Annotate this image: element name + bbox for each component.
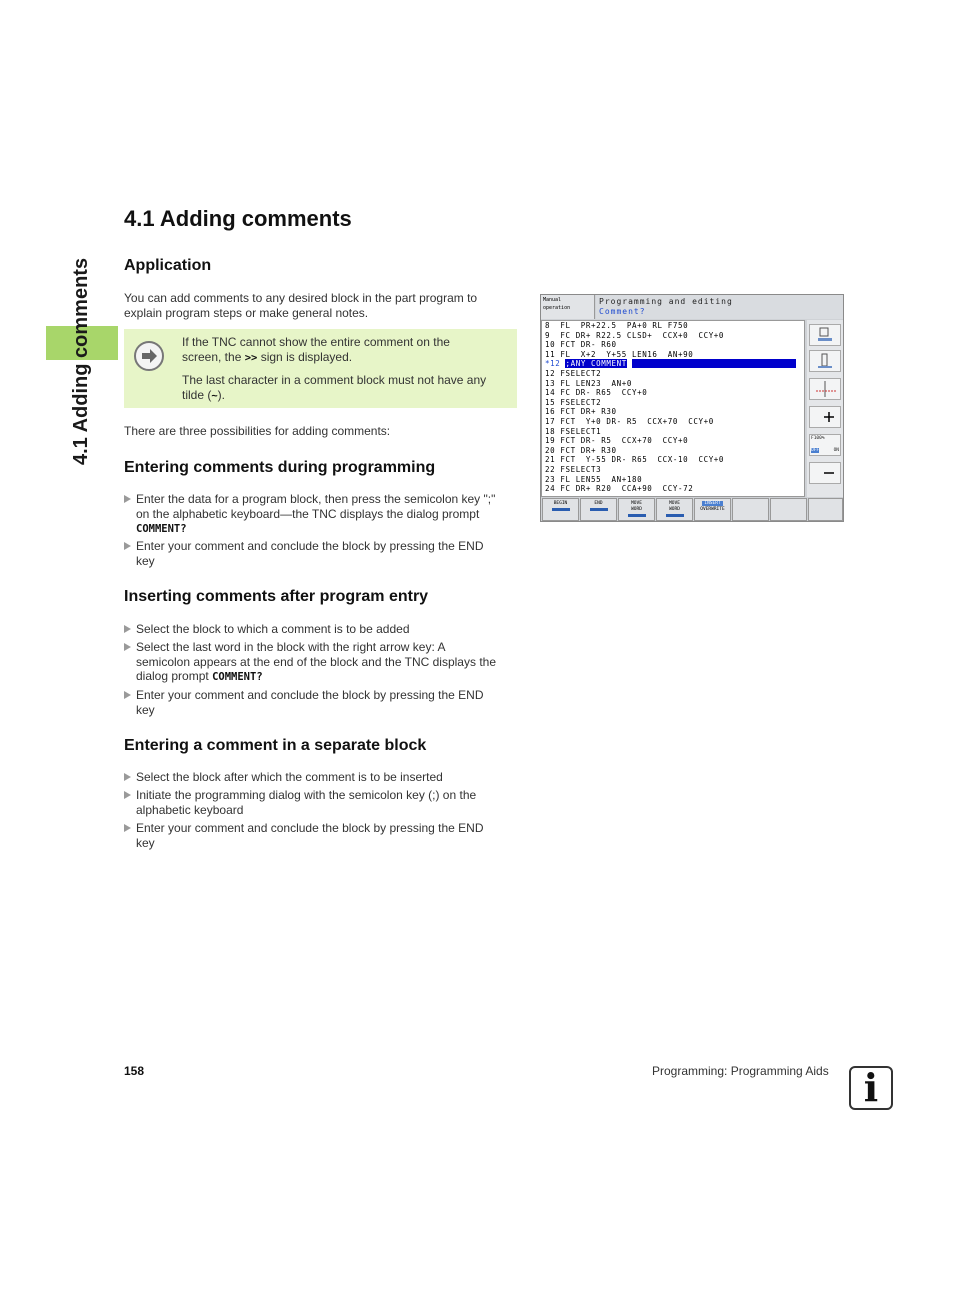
arrow-right-icon <box>666 514 684 517</box>
softkey-move-word-left[interactable] <box>618 498 655 521</box>
after-b2-line1: Select the last word in the block with the right arrow key: A <box>136 640 446 654</box>
active-line-number: *12 <box>545 359 561 369</box>
list-item <box>124 640 519 685</box>
section-title-application: Application <box>124 257 212 274</box>
bullet-triangle-icon <box>124 773 131 781</box>
during-b1-line2: on the alphabetic keyboard—the TNC displays the dialog prompt <box>136 506 480 521</box>
feed-on-label: ON <box>833 448 839 453</box>
program-line: 22 FSELECT3 <box>545 464 602 474</box>
tnc-header <box>596 295 843 319</box>
softkey-label: END <box>594 501 603 506</box>
bullet-triangle-icon <box>124 542 131 550</box>
program-line: 17 FCT Y+0 DR- R5 CCX+70 CCY+0 <box>545 416 714 426</box>
side-softkey-tool-icon[interactable] <box>809 350 841 372</box>
bullet-triangle-icon <box>124 625 131 633</box>
application-body-line1: You can add comments to any desired block in the part program to <box>124 291 478 305</box>
note-sign-more: >> <box>244 351 258 364</box>
side-chapter-title <box>61 210 101 465</box>
during-b1-code: COMMENT? <box>136 523 187 535</box>
bullet-triangle-icon <box>124 691 131 699</box>
side-softkey-plus-icon[interactable] <box>809 406 841 428</box>
arrow-left-icon <box>628 514 646 517</box>
active-line-highlight <box>632 359 796 368</box>
tnc-header-prompt: Comment? <box>599 307 646 316</box>
program-line: 20 FCT DR+ R30 <box>545 445 617 455</box>
separate-b2-line2: alphabetic keyboard <box>136 802 244 817</box>
note-text <box>182 335 512 403</box>
program-line: 14 FC DR- R65 CCY+0 <box>545 388 648 398</box>
softkey-move-word-right[interactable] <box>656 498 693 521</box>
program-line: 23 FL LEN55 AN+180 <box>545 474 643 484</box>
during-b1-line1: Enter the data for a program block, then press the semicolon key ";" <box>136 492 496 506</box>
list-item <box>124 492 519 537</box>
separate-b2-line1: Initiate the programming dialog with the semicolon key (;) on the <box>136 788 477 802</box>
section-title-during: Entering comments during programming <box>124 459 436 476</box>
bullet-triangle-icon <box>124 643 131 651</box>
softkey-empty[interactable] <box>732 498 769 521</box>
note-line1: If the TNC cannot show the entire comment on the <box>182 335 450 349</box>
softkey-label: INSERT <box>704 501 721 506</box>
bullet-triangle-icon <box>124 495 131 503</box>
list-item <box>124 821 519 850</box>
softkey-label: MOVE <box>631 501 642 506</box>
note-box <box>124 329 517 408</box>
after-b2-code: COMMENT? <box>212 671 263 683</box>
bullet-triangle-icon <box>124 791 131 799</box>
tnc-mode-line1: Manual <box>543 297 562 303</box>
program-line: 9 FC DR+ R22.5 CLSD+ CCX+0 CCY+0 <box>545 330 725 340</box>
softkey-label-2: OVERWRITE <box>700 507 725 512</box>
after-b3-line2: key <box>136 702 155 717</box>
tnc-program-listing <box>541 320 805 497</box>
softkey-insert-overwrite[interactable] <box>694 498 731 521</box>
program-line: 18 FSELECT1 <box>545 426 602 436</box>
list-item <box>124 539 519 568</box>
program-line: 8 FL PR+22.5 PA+0 RL F750 <box>545 321 689 330</box>
intro-text: There are three possibilities for adding comments: <box>124 424 391 438</box>
tnc-screenshot <box>540 294 844 522</box>
info-glyph: i <box>863 1065 879 1110</box>
tnc-side-softkeys <box>807 320 843 497</box>
note-line2a: screen, the <box>182 349 242 364</box>
arrow-left-icon <box>552 508 570 511</box>
program-line: 12 FSELECT2 <box>545 368 602 378</box>
separate-b3-line1: Enter your comment and conclude the block by pressing the END <box>136 821 484 835</box>
program-line: 15 FSELECT2 <box>545 397 602 407</box>
program-line: 21 FCT Y-55 DR- R65 CCX-10 CCY+0 <box>545 455 725 465</box>
feed-off-label: OFF <box>811 448 820 453</box>
side-softkey-machine-icon[interactable] <box>809 324 841 346</box>
note-line4b: ). <box>217 387 226 402</box>
program-line: 13 FL LEN23 AN+0 <box>545 378 632 388</box>
program-line: 24 FC DR+ R20 CCA+90 CCY-72 <box>545 484 694 494</box>
arrow-right-icon <box>590 508 608 511</box>
separate-b3-line2: key <box>136 835 155 850</box>
bullet-triangle-icon <box>124 824 131 832</box>
list-item <box>124 688 519 717</box>
application-body <box>124 291 519 320</box>
note-sign-tilde: ~ <box>211 389 218 402</box>
section-title-after: Inserting comments after program entry <box>124 588 429 605</box>
note-line3: The last character in a comment block must not have any <box>182 373 487 387</box>
during-b2-line1: Enter your comment and conclude the block by pressing the END <box>136 539 484 553</box>
program-line: 10 FCT DR- R60 <box>545 340 617 350</box>
info-icon <box>849 1066 893 1110</box>
softkey-label: BEGIN <box>553 501 568 506</box>
softkey-label-2: WORD <box>631 507 642 512</box>
side-chapter-title-text: 4.1 Adding comments <box>70 257 92 465</box>
after-b1: Select the block to which a comment is to be added <box>136 622 410 636</box>
separate-b1: Select the block after which the comment is to be inserted <box>136 770 443 784</box>
side-softkey-simulation-icon[interactable] <box>809 378 841 400</box>
program-line: 11 FL X+2 Y+55 LEN16 AN+90 <box>545 349 694 359</box>
after-b2-line3: dialog prompt <box>136 669 209 683</box>
list-item <box>124 622 519 637</box>
side-softkey-feed-override[interactable] <box>809 434 841 456</box>
program-line: 16 FCT DR+ R30 <box>545 407 617 417</box>
feed-override-label: F100% <box>811 436 825 441</box>
softkey-label: MOVE <box>669 501 680 506</box>
note-line4a: tilde ( <box>182 387 212 402</box>
program-line: 19 FCT DR- R5 CCX+70 CCY+0 <box>545 436 689 446</box>
page-number: 158 <box>124 1064 145 1078</box>
softkey-begin[interactable] <box>542 498 579 521</box>
note-line2b: sign is displayed. <box>260 349 353 364</box>
section-title-separate: Entering a comment in a separate block <box>124 737 427 754</box>
after-b2-line2: semicolon appears at the end of the block and the TNC displays the <box>136 654 496 669</box>
arrow-right-icon <box>134 341 164 371</box>
tnc-mode-line2: operation <box>543 305 571 311</box>
list-item <box>124 788 519 817</box>
program-line-active <box>545 359 801 369</box>
page-title: 4.1 Adding comments <box>124 206 352 231</box>
list-item <box>124 770 519 785</box>
softkey-empty[interactable] <box>808 498 843 521</box>
active-line-comment: ;ANY COMMENT <box>565 359 627 369</box>
after-b3-line1: Enter your comment and conclude the block by pressing the END <box>136 688 484 702</box>
tnc-mode-label <box>541 295 595 319</box>
during-b2-line2: key <box>136 553 155 568</box>
tnc-bottom-softkeys <box>541 498 843 522</box>
softkey-empty[interactable] <box>770 498 807 521</box>
softkey-label-2: WORD <box>669 507 680 512</box>
application-body-line2: explain program steps or make general notes. <box>124 305 369 320</box>
softkey-end[interactable] <box>580 498 617 521</box>
tnc-header-title: Programming and editing <box>599 297 733 306</box>
footer-section: Programming: Programming Aids <box>652 1064 829 1078</box>
side-softkey-minus-icon[interactable] <box>809 462 841 484</box>
